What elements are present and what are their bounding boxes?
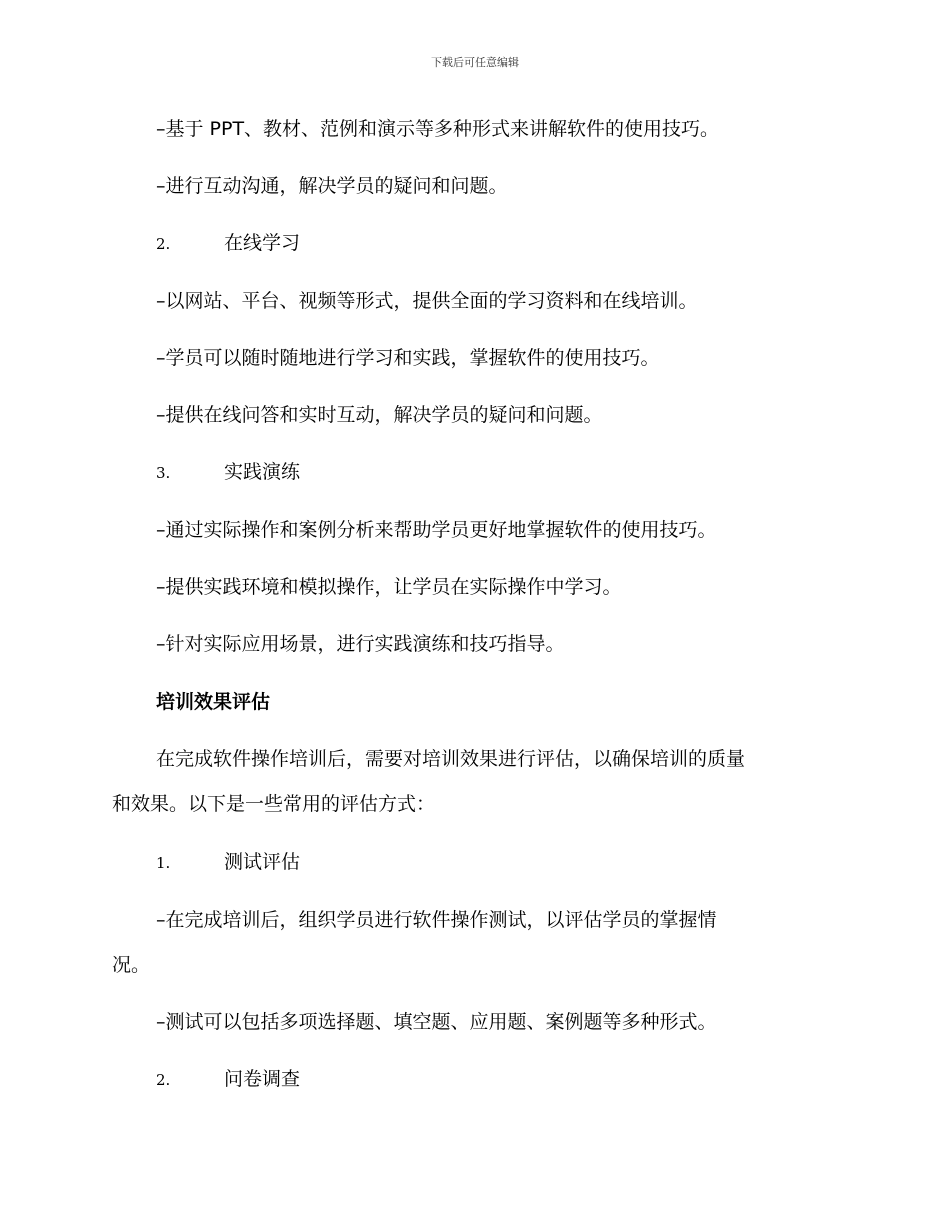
item-number: 3. [156,464,171,482]
bullet-line-continuation: 况。 [112,954,151,976]
section-heading: 培训效果评估 [156,691,271,713]
bullet-line: –测试可以包括多项选择题、填空题、应用题、案例题等多种形式。 [156,1011,717,1033]
item-title: 问卷调查 [224,1068,301,1090]
item-title: 实践演练 [224,461,301,483]
item-number: 1. [156,854,171,872]
item-title: 在线学习 [224,232,301,254]
bullet-line: –提供在线问答和实时互动，解决学员的疑问和问题。 [156,404,603,426]
item-number: 2. [156,235,171,253]
numbered-item [156,460,300,485]
bullet-line: –针对实际应用场景，进行实践演练和技巧指导。 [156,633,565,655]
paragraph-line: 在完成软件操作培训后，需要对培训效果进行评估，以确保培训的质量 [156,748,746,770]
item-title: 测试评估 [224,851,301,873]
numbered-item [156,231,300,256]
paragraph-line: 和效果。以下是一些常用的评估方式： [112,793,436,815]
header-note: 下载后可任意编辑 [431,56,519,69]
bullet-line: –基于 PPT、教材、范例和演示等多种形式来讲解软件的使用技巧。 [156,118,720,140]
item-number: 2. [156,1071,171,1089]
bullet-line: –在完成培训后，组织学员进行软件操作测试，以评估学员的掌握情 [156,909,717,931]
bullet-line: –提供实践环境和模拟操作，让学员在实际操作中学习。 [156,576,622,598]
numbered-item [156,1067,300,1092]
bullet-line: –学员可以随时随地进行学习和实践，掌握软件的使用技巧。 [156,347,660,369]
bullet-line: –以网站、平台、视频等形式，提供全面的学习资料和在线培训。 [156,290,698,312]
bullet-line: –进行互动沟通，解决学员的疑问和问题。 [156,175,508,197]
bullet-line: –通过实际操作和案例分析来帮助学员更好地掌握软件的使用技巧。 [156,519,717,541]
numbered-item [156,850,300,875]
